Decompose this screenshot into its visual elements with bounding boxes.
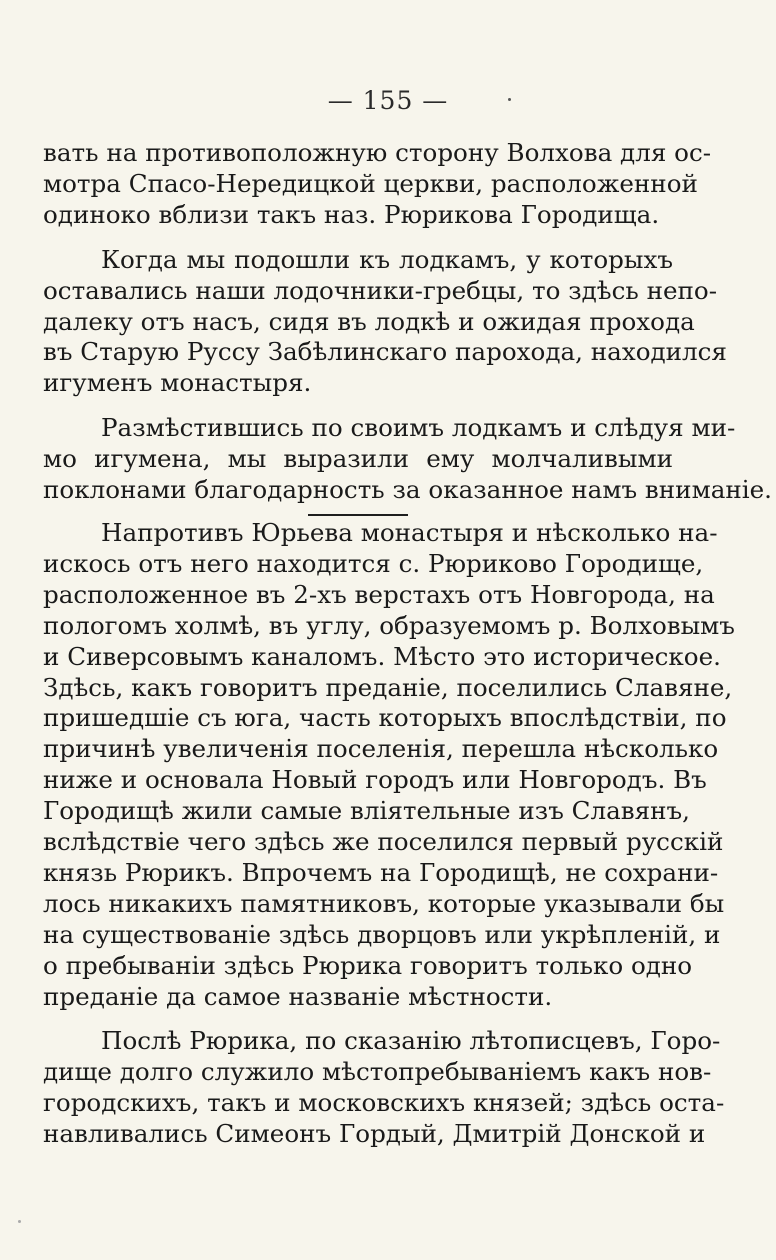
text-line: городскихъ, такъ и московскихъ князей; здѣсь оста- — [43, 1088, 725, 1118]
text-line: князь Рюрикъ. Впрочемъ на Городищѣ, не сохрани- — [43, 857, 719, 887]
paragraph-3 — [43, 413, 772, 506]
text-line: вать на противоположную сторону Волхова для ос- — [43, 138, 712, 167]
text-line: вслѣдствіе чего здѣсь же поселился первый русскій — [43, 827, 724, 857]
text-line: ниже и основала Новый городъ или Новгородъ. Въ — [43, 765, 707, 795]
section-divider — [308, 514, 408, 516]
text-line: навливались Симеонъ Гордый, Дмитрій Донской и — [43, 1119, 706, 1149]
text-line: игуменъ монастыря. — [43, 368, 312, 398]
page-body — [43, 138, 772, 1150]
text-line: Размѣстившись по своимъ лодкамъ и слѣдуя ми- — [101, 413, 736, 443]
text-line: одиноко вблизи такъ наз. Рюрикова Городища. — [43, 199, 660, 229]
text-line: Городищѣ жили самые вліятельные изъ Славянъ, — [43, 796, 691, 826]
text-line: пришедшіе съ юга, часть которыхъ впослѣдствіи, по — [43, 703, 727, 733]
text-line: лось никакихъ памятниковъ, которые указывали бы — [43, 888, 725, 918]
text-line: преданіе да самое названіе мѣстности. — [43, 981, 553, 1011]
text-line: мотра Спасо-Нередицкой церкви, расположенной — [43, 168, 698, 198]
paragraph-4 — [43, 517, 735, 1013]
page-number: — 155 — — [327, 86, 449, 115]
text-line: пологомъ холмѣ, въ углу, образуемомъ р. Волховымъ — [43, 610, 735, 640]
text-line: Напротивъ Юрьева монастыря и нѣсколько на- — [101, 517, 718, 547]
print-speck — [508, 98, 511, 101]
text-line: Когда мы подошли къ лодкамъ, у которыхъ — [101, 244, 673, 274]
text-line: мо игумена, мы выразили ему молчаливыми — [43, 444, 673, 474]
text-line: расположенное въ 2-хъ верстахъ отъ Новгорода, на — [43, 579, 715, 609]
text-line: и Сиверсовымъ каналомъ. Мѣсто это историческое. — [43, 641, 721, 671]
paragraph-2 — [43, 244, 727, 400]
text-line: на существованіе здѣсь дворцовъ или укрѣпленій, и — [43, 919, 721, 949]
text-line: причинѣ увеличенія поселенія, перешла нѣсколько — [43, 734, 719, 764]
paragraph-1 — [43, 138, 712, 231]
text-line: въ Старую Руссу Забѣлинскаго парохода, находился — [43, 337, 727, 367]
text-line: о пребываніи здѣсь Рюрика говоритъ только одно — [43, 950, 693, 980]
text-line: искось отъ него находится с. Рюриково Городище, — [43, 548, 704, 578]
paragraph-5 — [43, 1026, 725, 1150]
text-line: поклонами благодарность за оказанное намъ вниманіе. — [43, 475, 772, 505]
text-line: Послѣ Рюрика, по сказанію лѣтописцевъ, Горо- — [101, 1026, 721, 1056]
text-line: Здѣсь, какъ говоритъ преданіе, поселились Славяне, — [43, 672, 733, 702]
text-line: далеку отъ насъ, сидя въ лодкѣ и ожидая прохода — [43, 306, 695, 336]
text-line: оставались наши лодочники-гребцы, то здѣсь непо- — [43, 275, 718, 305]
print-speck — [18, 1220, 21, 1223]
text-line: дище долго служило мѣстопребываніемъ какъ нов- — [43, 1057, 712, 1087]
